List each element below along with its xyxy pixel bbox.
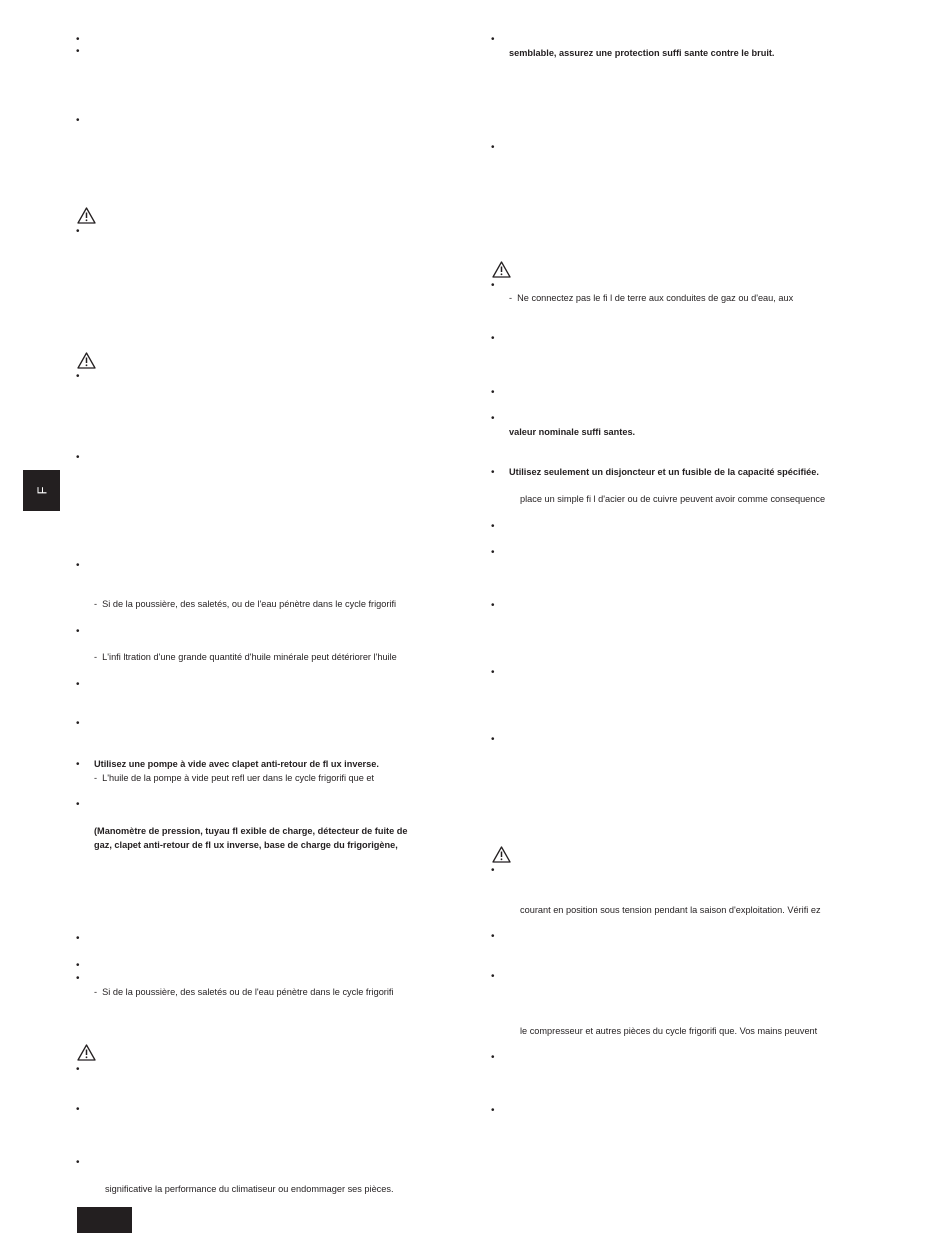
caution-icon [492,261,511,278]
bullet: • [491,547,495,558]
bullet: • [76,626,80,637]
bullet: • [76,679,80,690]
bullet: • [491,280,495,291]
bullet: • [76,371,80,382]
bullet: • [491,600,495,611]
list-item-text: courant en position sous tension pendant la saison d'exploitation. Vérifi ez [520,905,821,915]
bullet: • [491,521,495,532]
bullet: • [491,931,495,942]
bullet: • [76,560,80,571]
bullet: • [76,34,80,45]
bullet: • [76,46,80,57]
list-item-text: Utilisez une pompe à vide avec clapet anti-retour de fl ux inverse. [94,759,379,769]
list-item-text: significative la performance du climatiseur ou endommager ses pièces. [105,1184,394,1194]
list-item-text: place un simple fi l d'acier ou de cuivre peuvent avoir comme consequence [520,494,826,504]
bullet: • [491,734,495,745]
caution-icon [77,207,96,224]
list-item-text: gaz, clapet anti-retour de fl ux inverse, base de charge du frigorigène, [94,840,398,850]
list-item-subnote: - Si de la poussière, des saletés ou de l'eau pénètre dans le cycle frigorifi [94,987,394,997]
bullet: • [76,1157,80,1168]
bullet: • [76,799,80,810]
language-tab-letter: F [33,486,49,495]
bullet: • [491,413,495,424]
bullet: • [76,115,80,126]
bullet: • [491,333,495,344]
bullet: • [491,1052,495,1063]
caution-icon [492,846,511,863]
bullet: • [76,226,80,237]
list-item-text: (Manomètre de pression, tuyau fl exible de charge, détecteur de fuite de [94,826,408,836]
bullet: • [491,34,495,45]
bullet: • [76,452,80,463]
bullet: • [76,718,80,729]
bullet: • [76,960,80,971]
list-item-subnote: - Ne connectez pas le fi l de terre aux conduites de gaz ou d'eau, aux [509,293,794,303]
caution-icon [77,352,96,369]
bullet: • [491,387,495,398]
bullet: • [76,1064,80,1075]
bullet: • [491,142,495,153]
bullet: • [76,759,80,770]
list-item-text: le compresseur et autres pièces du cycle frigorifi que. Vos mains peuvent [520,1026,818,1036]
language-tab [23,470,60,511]
bullet: • [491,667,495,678]
bullet: • [76,973,80,984]
list-item-subnote: - Si de la poussière, des saletés, ou de l'eau pénètre dans le cycle frigorifi [94,599,397,609]
bullet: • [76,1104,80,1115]
bullet: • [491,865,495,876]
list-item-text: semblable, assurez une protection suffi sante contre le bruit. [509,48,775,58]
list-item-subnote: - L'huile de la pompe à vide peut refl uer dans le cycle frigorifi que et [94,773,375,783]
list-item-subnote: - L'infi ltration d'une grande quantité d'huile minérale peut détériorer l'huile [94,652,397,662]
list-item-text: valeur nominale suffi santes. [509,427,636,437]
list-item-text: Utilisez seulement un disjoncteur et un fusible de la capacité spécifiée. [509,467,819,477]
bullet: • [76,933,80,944]
bullet: • [491,1105,495,1116]
page-number-box [77,1207,132,1233]
bullet: • [491,971,495,982]
bullet: • [491,467,495,478]
caution-icon [77,1044,96,1061]
